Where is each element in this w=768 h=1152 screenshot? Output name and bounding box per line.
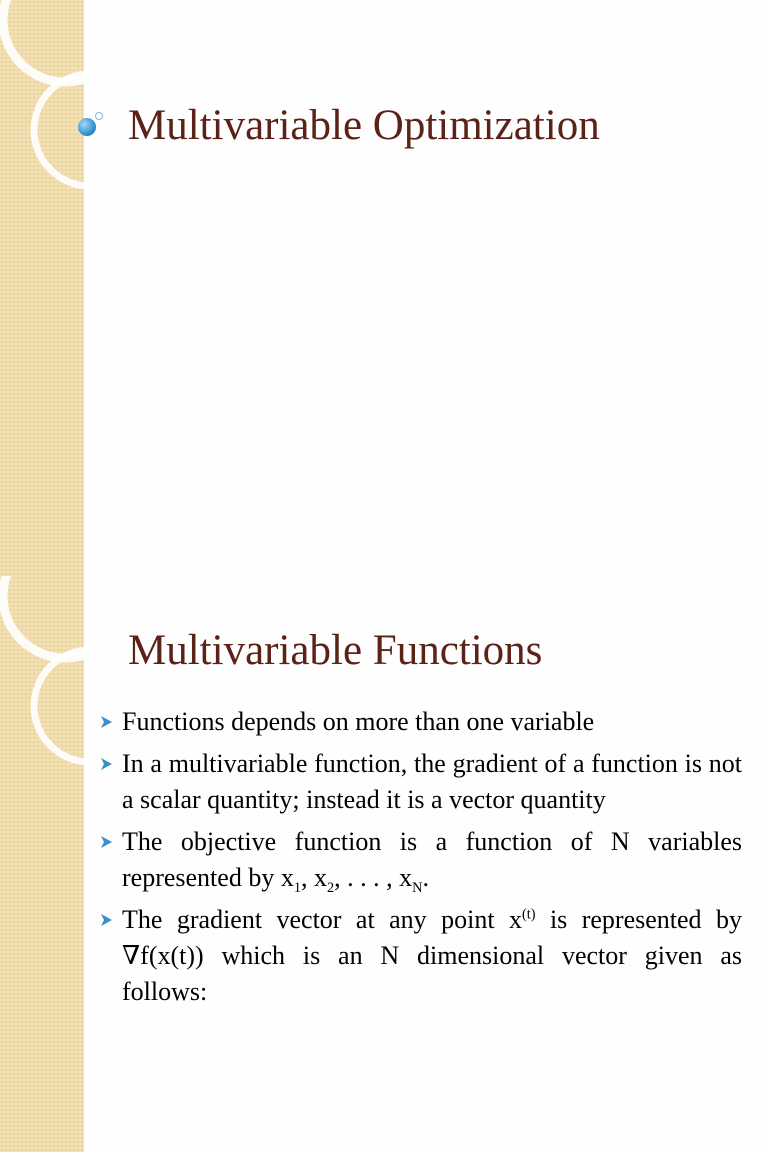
list-item: The objective function is a function of N variables represented by $x_1$, $x_2$, . . . , $x_N$. [98,824,742,896]
decorative-sidebar [0,576,84,1152]
list-item [98,704,742,740]
arrow-bullet-icon [98,911,116,929]
bullet-dot-icon [76,110,106,140]
arrow-bullet-icon [98,755,116,773]
bullet-text: In a multivariable function, the gradient of a function is not a scalar quantity; instead it is a vector quantity [122,749,742,814]
decorative-sidebar [0,0,84,576]
sidebar-circles [0,576,84,1152]
list-item: The gradient vector at any point $x^{(t)}$ is represented by ∇f(x(t)) which is an N dimensional vector given as follows: [98,902,742,1010]
arrow-bullet-icon [98,713,116,731]
slide-2-title: Multivariable Functions [128,627,543,674]
bullet-list [98,704,742,1016]
arrow-bullet-icon [98,833,116,851]
sidebar-edge [84,0,87,576]
bullet-text: Functions depends on more than one variable [122,707,595,736]
bullet-text: The objective function is a function of N variables represented by [122,827,742,892]
list-item [98,746,742,818]
slide-1-title: Multivariable Optimization [128,102,600,149]
bullet-text: The gradient vector at any point x [122,905,522,934]
sidebar-edge [84,576,87,1152]
slide-2 [0,576,768,1152]
sidebar-circles [0,0,84,576]
